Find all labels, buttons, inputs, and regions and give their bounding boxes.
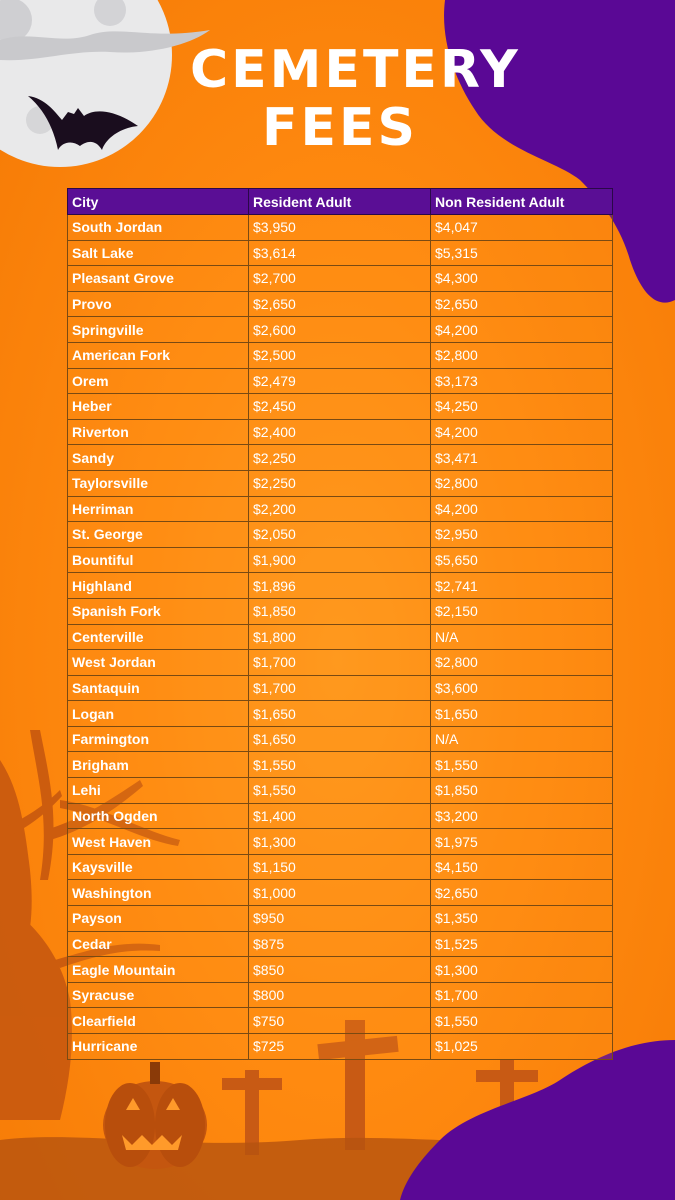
cell-city: Lehi (68, 778, 249, 804)
header-city: City (68, 189, 249, 215)
table-row (68, 470, 613, 496)
cell-resident-adult: $2,500 (249, 342, 431, 368)
cell-resident-adult: $1,000 (249, 880, 431, 906)
table-row (68, 803, 613, 829)
table-row (68, 650, 613, 676)
cell-resident-adult: $725 (249, 1034, 431, 1060)
cell-non-resident-adult: $2,650 (431, 291, 613, 317)
cell-non-resident-adult: $3,600 (431, 675, 613, 701)
cell-city: Cedar (68, 931, 249, 957)
cell-non-resident-adult: $4,200 (431, 317, 613, 343)
cell-resident-adult: $2,250 (249, 445, 431, 471)
cell-non-resident-adult: $4,200 (431, 496, 613, 522)
cell-city: South Jordan (68, 215, 249, 241)
cell-non-resident-adult: $1,650 (431, 701, 613, 727)
cell-resident-adult: $2,700 (249, 266, 431, 292)
cell-resident-adult: $800 (249, 982, 431, 1008)
table-row (68, 368, 613, 394)
fees-table-container (67, 188, 612, 1060)
cell-resident-adult: $1,896 (249, 573, 431, 599)
table-row (68, 394, 613, 420)
table-row (68, 752, 613, 778)
cell-resident-adult: $3,950 (249, 215, 431, 241)
table-row (68, 266, 613, 292)
cell-resident-adult: $850 (249, 957, 431, 983)
fees-table (67, 188, 613, 1060)
cell-resident-adult: $1,700 (249, 650, 431, 676)
cell-city: American Fork (68, 342, 249, 368)
cell-non-resident-adult: $1,700 (431, 982, 613, 1008)
cell-resident-adult: $950 (249, 906, 431, 932)
cell-non-resident-adult: $3,173 (431, 368, 613, 394)
table-row (68, 522, 613, 548)
cell-resident-adult: $1,900 (249, 547, 431, 573)
cell-non-resident-adult: $5,315 (431, 240, 613, 266)
cell-non-resident-adult: N/A (431, 624, 613, 650)
cell-city: Centerville (68, 624, 249, 650)
table-row (68, 624, 613, 650)
cell-city: Orem (68, 368, 249, 394)
cell-non-resident-adult: $1,300 (431, 957, 613, 983)
cell-non-resident-adult: $5,650 (431, 547, 613, 573)
cell-resident-adult: $1,700 (249, 675, 431, 701)
table-row (68, 880, 613, 906)
cell-resident-adult: $1,550 (249, 752, 431, 778)
cell-city: Springville (68, 317, 249, 343)
cell-city: St. George (68, 522, 249, 548)
table-row (68, 547, 613, 573)
table-row (68, 598, 613, 624)
cell-city: Farmington (68, 726, 249, 752)
cell-resident-adult: $2,650 (249, 291, 431, 317)
page-title-line1: CEMETERY (190, 40, 521, 100)
table-row (68, 957, 613, 983)
cell-non-resident-adult: $1,350 (431, 906, 613, 932)
cell-city: Pleasant Grove (68, 266, 249, 292)
header-resident-adult: Resident Adult (249, 189, 431, 215)
cell-non-resident-adult: $4,047 (431, 215, 613, 241)
cell-non-resident-adult: $3,200 (431, 803, 613, 829)
cell-resident-adult: $2,479 (249, 368, 431, 394)
cell-resident-adult: $2,250 (249, 470, 431, 496)
cell-non-resident-adult: $2,150 (431, 598, 613, 624)
cell-city: Sandy (68, 445, 249, 471)
cell-city: Provo (68, 291, 249, 317)
cell-non-resident-adult: $2,950 (431, 522, 613, 548)
cell-resident-adult: $1,850 (249, 598, 431, 624)
cell-resident-adult: $2,450 (249, 394, 431, 420)
cell-city: Highland (68, 573, 249, 599)
cell-non-resident-adult: $3,471 (431, 445, 613, 471)
cell-city: Brigham (68, 752, 249, 778)
cell-resident-adult: $1,150 (249, 854, 431, 880)
cell-city: West Haven (68, 829, 249, 855)
table-row (68, 726, 613, 752)
cell-city: Salt Lake (68, 240, 249, 266)
table-row (68, 854, 613, 880)
cell-non-resident-adult: $4,200 (431, 419, 613, 445)
cell-resident-adult: $2,200 (249, 496, 431, 522)
cell-resident-adult: $2,050 (249, 522, 431, 548)
cell-city: Eagle Mountain (68, 957, 249, 983)
table-row (68, 982, 613, 1008)
page-title-line2: FEES (261, 98, 418, 158)
table-body (68, 215, 613, 1060)
cell-resident-adult: $1,550 (249, 778, 431, 804)
table-row (68, 931, 613, 957)
cell-resident-adult: $1,650 (249, 726, 431, 752)
cell-non-resident-adult: $2,741 (431, 573, 613, 599)
cell-non-resident-adult: $1,025 (431, 1034, 613, 1060)
cell-resident-adult: $750 (249, 1008, 431, 1034)
cell-non-resident-adult: $4,150 (431, 854, 613, 880)
cell-non-resident-adult: $2,650 (431, 880, 613, 906)
table-row (68, 496, 613, 522)
cell-non-resident-adult: $4,300 (431, 266, 613, 292)
cell-non-resident-adult: $1,550 (431, 752, 613, 778)
table-row (68, 829, 613, 855)
cell-city: Kaysville (68, 854, 249, 880)
table-header-row (68, 189, 613, 215)
cell-non-resident-adult: $1,525 (431, 931, 613, 957)
table-row (68, 291, 613, 317)
cell-resident-adult: $2,400 (249, 419, 431, 445)
cell-city: Taylorsville (68, 470, 249, 496)
table-row (68, 675, 613, 701)
table-row (68, 1034, 613, 1060)
cell-city: Heber (68, 394, 249, 420)
cell-city: North Ogden (68, 803, 249, 829)
cell-resident-adult: $2,600 (249, 317, 431, 343)
table-row (68, 419, 613, 445)
cell-city: Clearfield (68, 1008, 249, 1034)
cell-city: Spanish Fork (68, 598, 249, 624)
cell-city: Bountiful (68, 547, 249, 573)
cell-resident-adult: $1,650 (249, 701, 431, 727)
cell-non-resident-adult: $2,800 (431, 470, 613, 496)
cell-non-resident-adult: $1,550 (431, 1008, 613, 1034)
table-row (68, 778, 613, 804)
cell-non-resident-adult: $1,975 (431, 829, 613, 855)
pumpkin-icon (103, 1062, 207, 1169)
cell-resident-adult: $875 (249, 931, 431, 957)
cell-city: Santaquin (68, 675, 249, 701)
cell-resident-adult: $3,614 (249, 240, 431, 266)
cell-non-resident-adult: $2,800 (431, 650, 613, 676)
header-non-resident-adult: Non Resident Adult (431, 189, 613, 215)
cell-city: Syracuse (68, 982, 249, 1008)
cell-city: Herriman (68, 496, 249, 522)
table-row (68, 1008, 613, 1034)
table-row (68, 215, 613, 241)
cell-city: Washington (68, 880, 249, 906)
purple-blob-bottom (400, 1040, 675, 1200)
cell-city: Payson (68, 906, 249, 932)
cell-non-resident-adult: N/A (431, 726, 613, 752)
cell-resident-adult: $1,800 (249, 624, 431, 650)
table-row (68, 573, 613, 599)
cell-resident-adult: $1,400 (249, 803, 431, 829)
table-row (68, 240, 613, 266)
cell-city: Logan (68, 701, 249, 727)
table-row (68, 445, 613, 471)
cell-non-resident-adult: $1,850 (431, 778, 613, 804)
table-row (68, 317, 613, 343)
table-row (68, 701, 613, 727)
table-row (68, 906, 613, 932)
cell-city: Hurricane (68, 1034, 249, 1060)
cell-non-resident-adult: $2,800 (431, 342, 613, 368)
table-row (68, 342, 613, 368)
cell-city: West Jordan (68, 650, 249, 676)
cell-non-resident-adult: $4,250 (431, 394, 613, 420)
cell-resident-adult: $1,300 (249, 829, 431, 855)
cell-city: Riverton (68, 419, 249, 445)
